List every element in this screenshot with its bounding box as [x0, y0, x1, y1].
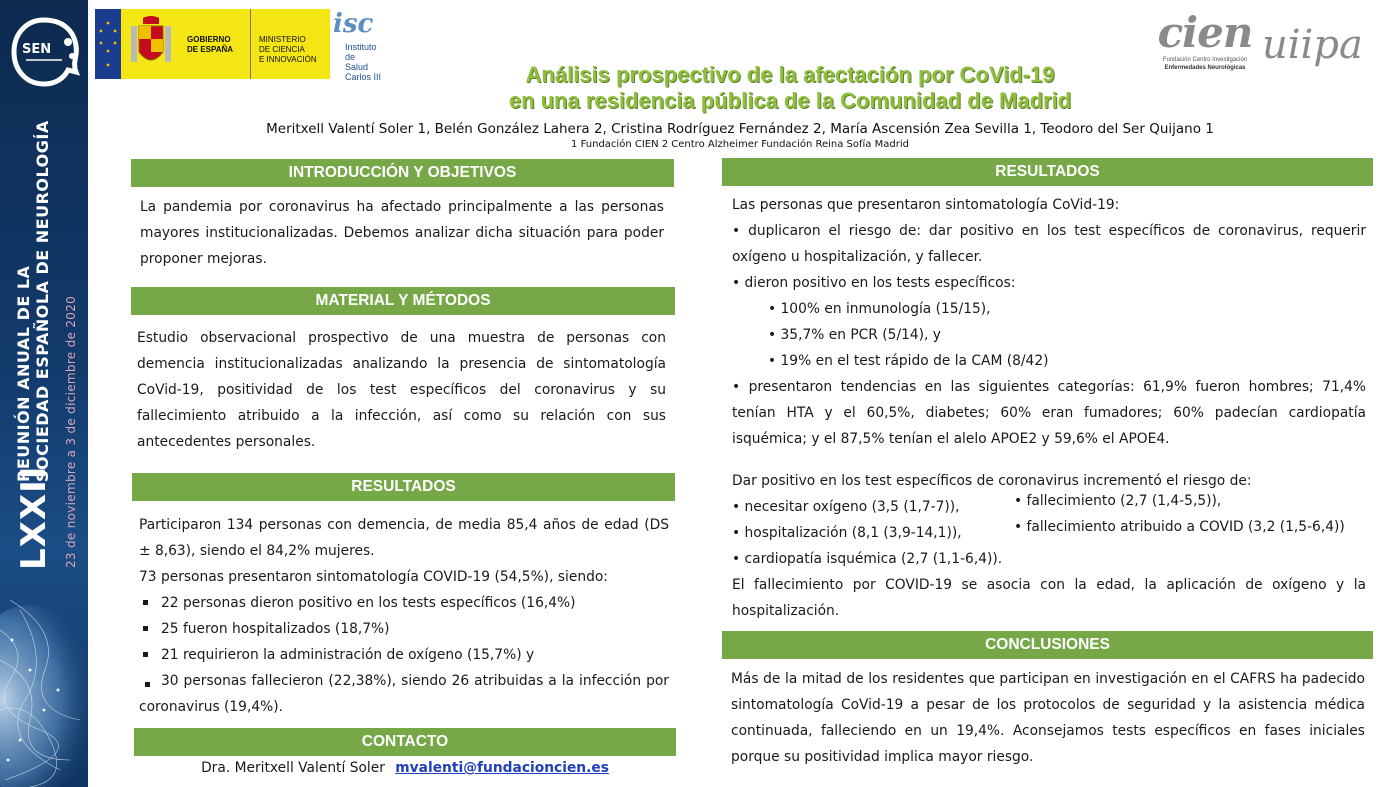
- title-line1: Análisis prospectivo de la afectación por CoVid-19: [525, 62, 1055, 87]
- results-bullet-trends: • presentaron tendencias en las siguientes categorías: 61,9% fueron hombres; 71,4% tenían HTA y el 60,5%, diabetes; 60% eran fumadores; 60% padecían cardiopatía isquémica; y el 87,5% tenían el alelo APOE2 y 59,6% el APOE4.: [732, 379, 1366, 447]
- methods-text: Estudio observacional prospectivo de una muestra de personas con demencia institucionalizadas analizando la presencia de sintomatología CoVid-19, positividad de los test específicos del coronavirus y su fallecimiento atribuido a la infección, así como su relación con sus antecedentes personales.: [137, 330, 666, 450]
- results-item: 21 requirieron la administración de oxígeno (15,7%) y: [139, 642, 669, 668]
- results-right-heading: RESULTADOS: [722, 158, 1373, 186]
- results-bullet-risk: • duplicaron el riesgo de: dar positivo en los test específicos de coronavirus, requerir oxígeno u hospitalización, y fallecer.: [732, 223, 1366, 265]
- isciii-line4: Carlos III: [345, 72, 382, 82]
- ministry-line2: DE CIENCIA: [259, 45, 305, 54]
- results-left-body: [139, 512, 669, 720]
- results-sub-item: • 19% en el test rápido de la CAM (8/42): [768, 353, 1049, 369]
- results-intro: Las personas que presentaron sintomatología CoVid-19:: [732, 197, 1120, 213]
- intro-heading: INTRODUCCIÓN Y OBJETIVOS: [131, 159, 674, 187]
- isciii-mark: isc: [333, 9, 374, 39]
- fundacion-cien-logo: [1150, 10, 1260, 85]
- risk-columns: [732, 494, 1372, 572]
- title-line2: en una residencia pública de la Comunidad de Madrid: [508, 88, 1072, 113]
- congress-name-line2: SOCIEDAD ESPAÑOLA DE NEUROLOGÍA: [33, 120, 52, 482]
- poster-title: [430, 62, 1150, 114]
- results-item: 25 fueron hospitalizados (18,7%): [139, 616, 669, 642]
- ministry-line3: E INNOVACIÓN: [259, 55, 317, 64]
- conclusions-heading: CONCLUSIONES: [722, 631, 1373, 659]
- coat-of-arms-icon: [121, 9, 181, 79]
- risk-item: • fallecimiento (2,7 (1,4-5,5)),: [1014, 493, 1222, 509]
- risk-item: • fallecimiento atribuido a COVID (3,2 (1,5-6,4)): [1014, 519, 1345, 535]
- congress-name-line1: REUNIÓN ANUAL DE LA: [14, 265, 33, 482]
- results-item-deaths-text: 30 personas fallecieron (22,38%), siendo 26 atribuidas a la infección por coronavirus (19,4%).: [139, 673, 669, 715]
- gov-label-line1: GOBIERNO: [187, 35, 231, 44]
- government-of-spain-logo: [95, 9, 330, 79]
- congress-dates: 23 de noviembre a 3 de diciembre de 2020: [64, 295, 78, 568]
- risk-col-left: [732, 494, 1022, 572]
- contact-name: Dra. Meritxell Valentí Soler: [201, 760, 385, 776]
- contact-line: [133, 760, 677, 776]
- brain-network-decoration: [0, 590, 88, 787]
- authors: Meritxell Valentí Soler 1, Belén González Lahera 2, Cristina Rodríguez Fernández 2, María Ascensión Zea Sevilla 1, Teodoro del Ser Quijano 1: [266, 121, 1214, 137]
- congress-banner: [0, 0, 88, 787]
- results-item-deaths: [139, 668, 669, 720]
- affiliations: 1 Fundación CIEN 2 Centro Alzheimer Fundación Reina Sofía Madrid: [571, 139, 909, 150]
- cien-subtitle-2: Enfermedades Neurológicas: [1164, 65, 1246, 71]
- gov-label: [181, 9, 251, 79]
- risk-closing: El fallecimiento por COVID-19 se asocia con la edad, la aplicación de oxígeno y la hospitalización.: [732, 577, 1366, 619]
- congress-edition: LXXII: [14, 465, 54, 570]
- isciii-label: [345, 42, 393, 82]
- isciii-logo: [333, 10, 393, 80]
- results-bullet-positive: • dieron positivo en los tests específicos:: [732, 275, 1016, 291]
- sen-logo-label: SEN: [22, 42, 52, 57]
- results-participants: Participaron 134 personas con demencia, de media 85,4 años de edad (DS ± 8,63), siendo el 84,2% mujeres.: [139, 517, 669, 559]
- uiipa-logo: [1262, 10, 1372, 85]
- cien-wordmark: cien: [1157, 8, 1253, 57]
- conclusions-text: Más de la mitad de los residentes que participan en investigación en el CAFRS ha padecido sintomatología CoVid-19 a pesar de los protocolos de seguridad y la asistencia médica continuada, falleciendo en un 19,4%. Aconsejamos tests específicos en fases iniciales porque su positividad implica mayor riesgo.: [731, 671, 1365, 765]
- ministry-line1: MINISTERIO: [259, 35, 306, 44]
- results-symptomatic: 73 personas presentaron sintomatología COVID-19 (54,5%), siendo:: [139, 569, 608, 585]
- risk-item: • cardiopatía isquémica (2,7 (1,1-6,4)).: [732, 551, 1003, 567]
- results-sub-item: • 35,7% en PCR (5/14), y: [768, 327, 941, 343]
- risk-block: [732, 468, 1372, 624]
- uiipa-wordmark: uiipa: [1262, 22, 1363, 68]
- isciii-line2: de: [345, 52, 356, 62]
- ministry-label: [251, 9, 330, 79]
- risk-intro: Dar positivo en los test específicos de coronavirus incrementó el riesgo de:: [732, 473, 1252, 489]
- risk-item: • hospitalización (8,1 (3,9-14,1)),: [732, 525, 962, 541]
- isciii-line1: Instituto: [345, 42, 377, 52]
- contact-email-link[interactable]: mvalenti@fundacioncien.es: [395, 760, 609, 776]
- results-item: 22 personas dieron positivo en los tests específicos (16,4%): [139, 590, 669, 616]
- gov-label-line2: DE ESPAÑA: [187, 45, 234, 54]
- results-left-heading: RESULTADOS: [132, 473, 675, 501]
- eu-stars-icon: [95, 9, 121, 79]
- eu-flag-icon: [95, 9, 121, 79]
- isciii-line3: Salud: [345, 62, 369, 72]
- congress-title-block: [8, 10, 88, 570]
- congress-name: [14, 12, 52, 482]
- contact-heading: CONTACTO: [134, 728, 676, 756]
- results-item-deaths-bullet: [145, 682, 150, 687]
- risk-col-right: [1014, 488, 1384, 540]
- methods-heading: MATERIAL Y MÉTODOS: [131, 287, 675, 315]
- risk-item: • necesitar oxígeno (3,5 (1,7-7)),: [732, 499, 960, 515]
- intro-text: La pandemia por coronavirus ha afectado principalmente a las personas mayores institucionalizadas. Debemos analizar dicha situación para poder proponer mejoras.: [140, 199, 664, 267]
- results-sub-item: • 100% en inmunología (15/15),: [768, 301, 991, 317]
- results-right-body: [732, 192, 1366, 452]
- cien-subtitle: Fundación Centro Investigación: [1162, 57, 1248, 63]
